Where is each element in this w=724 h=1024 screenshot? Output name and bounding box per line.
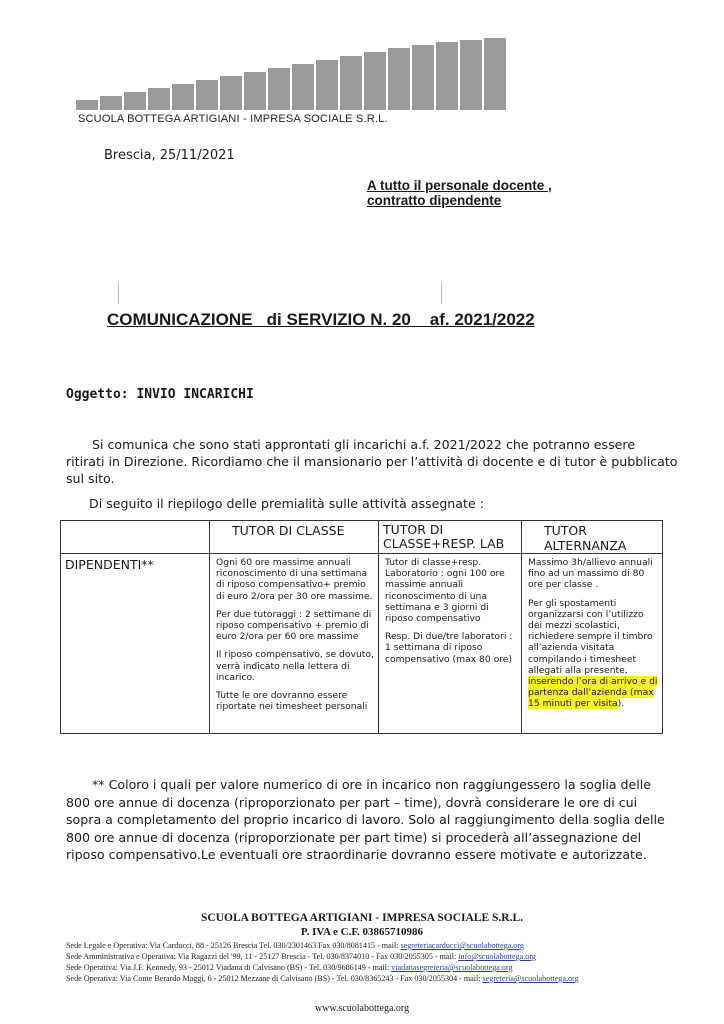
scan-mark-left	[118, 282, 119, 304]
recipient-block	[367, 178, 552, 208]
cell-text: Ogni 60 ore massime annuali riconoscimento di una settimana di riposo compensativo+ premio di euro 2/ora per 30 ore massime.	[216, 557, 373, 602]
cell-text: ).	[617, 698, 625, 710]
cell-text: Resp. Di due/tre laboratori : 1 settimana di riposo compensativo (max 80 ore)	[385, 631, 513, 665]
footnote-first-line: ** Coloro i quali per valore numerico di ore in incarico non raggiungessero la soglia delle	[92, 777, 652, 792]
org-name-header: SCUOLA BOTTEGA ARTIGIANI - IMPRESA SOCIALE S.R.L.	[78, 113, 388, 125]
cell-tutor-classe	[210, 554, 379, 734]
title-part-2: di SERVIZIO N. 20	[266, 310, 411, 329]
footnote	[66, 776, 666, 864]
paragraph-2: Di seguito il riepilogo delle premialità sulle attività assegnate :	[89, 496, 484, 511]
cell-tutor-alternanza	[522, 554, 663, 734]
email-link[interactable]: segreteriacarducci@scuolabottega.org	[400, 941, 524, 950]
cell-text: Massimo 3h/allievo annuali fino ad un massimo di 80 ore per classe .	[528, 557, 653, 591]
header-tutor-resp-lab: TUTOR DI CLASSE+RESP. LAB	[379, 521, 522, 554]
table-row	[61, 554, 663, 734]
address-text: Sede Amministrativa e Operativa: Via Ragazzi del '99, 11 - 25127 Brescia - Tel. 030/8374010 - Fax 030/2055305 - mail:	[66, 952, 457, 961]
footnote-rest: 800 ore annue di docenza (riproporzionato per part – time), dovrà considerare le ore di cui sopra a completamento del proprio incarico di lavoro. Solo al raggiungimento della soglia delle 800 ore annue di docenza (riproporzionate per part time) si procederà all’assegnazione del riposo compensativo.Le eventuali ore straordinarie dovranno essere motivate e autorizzate.	[66, 794, 665, 862]
header-tutor-alternanza: TUTOR ALTERNANZA	[522, 521, 663, 554]
cell-text: Il riposo compensativo, se dovuto, verrà indicato nella lettera di incarico.	[216, 649, 374, 683]
recipient-line-2: contratto dipendente	[367, 193, 502, 208]
address-text: Sede Legale e Operativa: Via Carducci, 88 - 25126 Brescia Tel. 030/2301463 Fax 030/8081415 - mail:	[66, 941, 399, 950]
scan-mark-right	[441, 282, 442, 304]
cell-text: Tutte le ore dovranno essere riportate nei timesheet personali	[216, 690, 368, 713]
header-empty	[61, 521, 210, 554]
highlighted-text: inserendo l’ora di arrivo e di partenza dall’azienda (max 15 minuti per visita	[528, 676, 658, 710]
address-text: Sede Operativa: Via Conte Berardo Maggi, 6 - 25012 Mezzane di Calvisano (BS) - Tel. 030/8365243 - Fax 030/2055304 - mail:	[66, 974, 481, 983]
incentive-table	[60, 520, 663, 734]
footer-org-name: SCUOLA BOTTEGA ARTIGIANI - IMPRESA SOCIALE S.R.L.	[201, 912, 523, 924]
footer-address-4	[66, 974, 579, 983]
cell-text-rich	[528, 598, 658, 710]
row-label: DIPENDENTI**	[61, 554, 210, 734]
footer-vat: P. IVA e C.F. 03865710986	[300, 926, 424, 938]
email-link[interactable]: segreteria@scuolabottega.org	[482, 974, 579, 983]
logo-graphic	[76, 38, 506, 110]
recipient-line-1: A tutto il personale docente ,	[367, 178, 552, 193]
footer-address-1	[66, 941, 524, 950]
table-header-row	[61, 521, 663, 554]
cell-text: Per gli spostamenti organizzarsi con l’utilizzo dei mezzi scolastici, richiedere sempre il timbro all’azienda visitata compilando i timesheet allegati alla presente,	[528, 597, 653, 676]
cell-text: Tutor di classe+resp. Laboratorio : ogni 100 ore massime annuali riconoscimento di una settimana e 3 giorni di riposo compensativo	[385, 557, 505, 625]
footer-address-3	[66, 963, 513, 972]
email-link[interactable]: viadanasegreteria@scuolabottega.org	[391, 963, 513, 972]
footer-address-2	[66, 952, 536, 961]
date-line: Brescia, 25/11/2021	[104, 148, 235, 163]
header-tutor-classe: TUTOR DI CLASSE	[210, 521, 379, 554]
title-part-3: af. 2021/2022	[429, 310, 535, 329]
subject-line: Oggetto: INVIO INCARICHI	[66, 387, 254, 402]
cell-text: Per due tutoraggi : 2 settimane di riposo compensativo + premio di euro 2/ora per 60 ore massime	[216, 608, 372, 643]
paragraph-1-line-1: Si comunica che sono stati approntati gli incarichi a.f. 2021/2022 che potranno essere	[92, 437, 636, 452]
title-part-1: COMUNICAZIONE	[107, 310, 253, 329]
website-link[interactable]: www.scuolabottega.org	[314, 1003, 410, 1014]
document-title	[107, 310, 535, 330]
cell-tutor-resp-lab	[379, 554, 522, 734]
paragraph-1-rest: ritirati in Direzione. Ricordiamo che il mansionario per l’attività di docente e di tutor è pubblicato sul sito.	[66, 454, 678, 486]
address-text: Sede Operativa: Via J.F. Kennedy, 93 - 25012 Viadana di Calvisano (BS) - Tel. 030/9686149 - mail:	[66, 963, 390, 972]
email-link[interactable]: info@scuolabottega.org	[458, 952, 536, 961]
